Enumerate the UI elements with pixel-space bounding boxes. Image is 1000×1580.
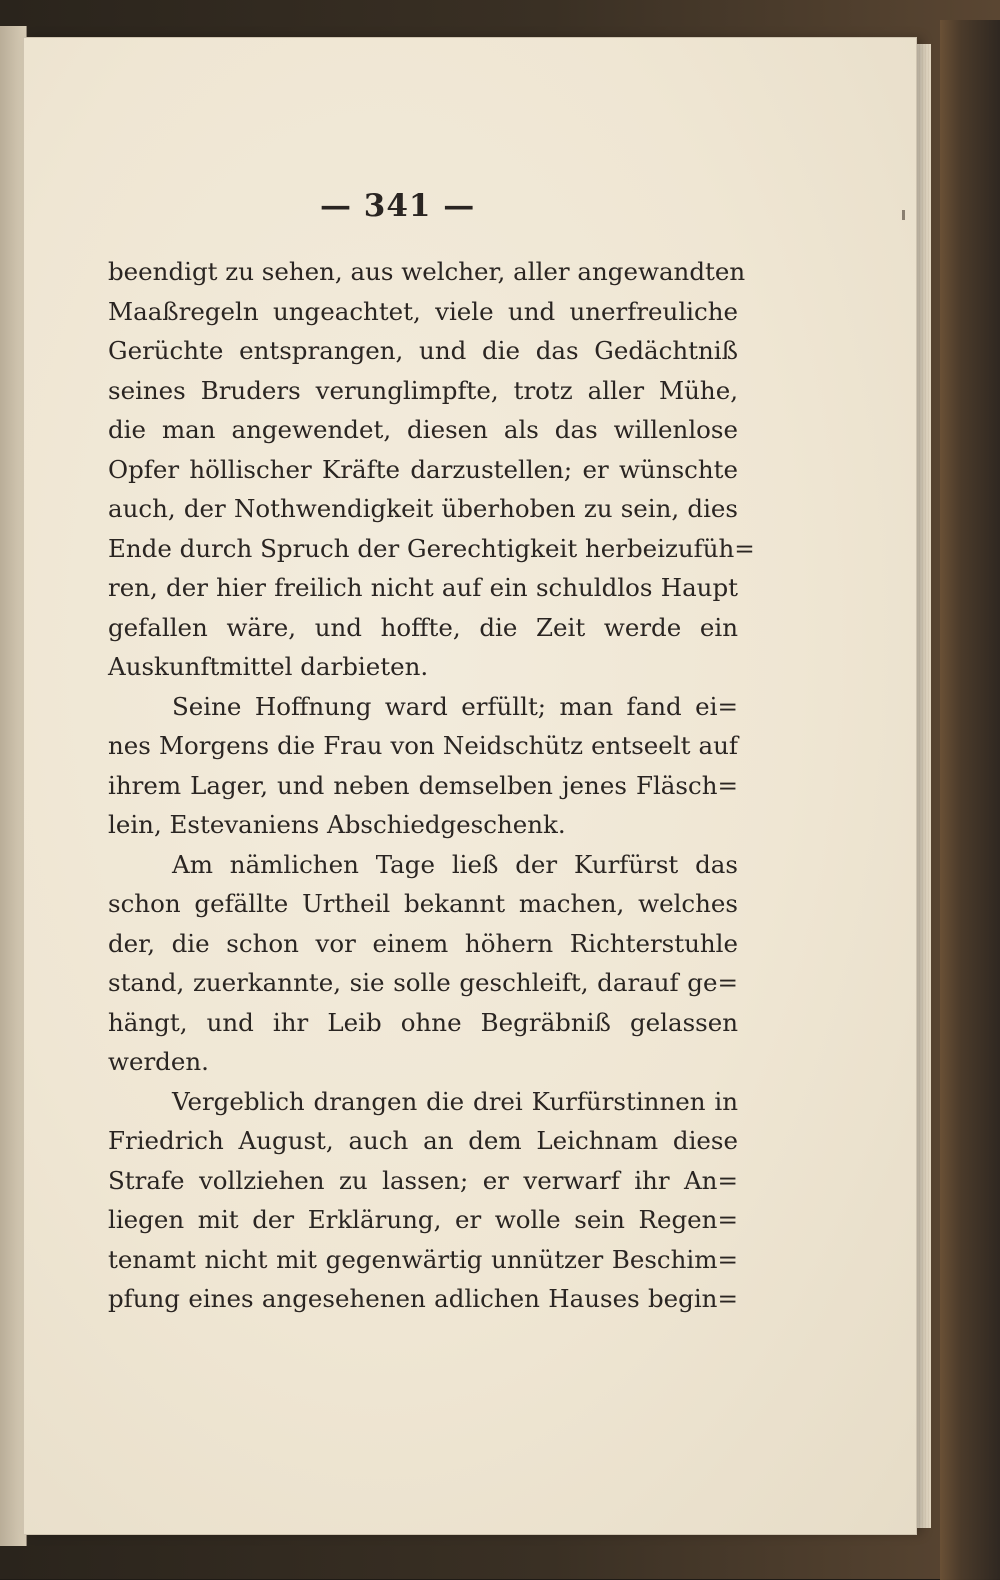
text-line: Seine Hoffnung ward erfüllt; man fand ei= [172,691,738,721]
text-line: Gerüchte entsprangen, und die das Gedächtniß [108,336,738,365]
text-line: beendigt zu sehen, aus welcher, aller angewandten [108,257,746,286]
text-line: Am nämlichen Tage ließ der Kurfürst das [172,849,738,879]
previous-page-edge [0,26,27,1546]
text-line: Opfer höllischer Kräfte darzustellen; er wünschte [108,454,738,484]
text-line: der, die schon vor einem höhern Richterstuhle [108,928,738,958]
text-line: ihrem Lager, und neben demselben jenes Fläsch= [108,770,738,800]
text-line: liegen mit der Erklärung, er wolle sein Regen= [108,1205,738,1234]
text-line: stand, zuerkannte, sie solle geschleift, darauf ge= [108,968,738,997]
text-line: lein, Estevaniens Abschiedgeschenk. [108,810,566,839]
text-line: hängt, und ihr Leib ohne Begräbniß gelassen [108,1007,738,1037]
text-line: pfung eines angesehenen adlichen Hauses begin= [108,1284,738,1313]
text-line: nes Morgens die Frau von Neidschütz entseelt auf [108,731,738,760]
text-line: seines Bruders verunglimpfte, trotz aller Mühe, [108,375,738,405]
paragraph-3 [108,845,738,1082]
text-line: Friedrich August, auch an dem Leichnam diese [108,1126,738,1155]
text-line: Ende durch Spruch der Gerechtigkeit herbeizufüh= [108,533,755,563]
text-line: gefallen wäre, und hoffte, die Zeit werde ein [108,612,738,642]
text-line: tenamt nicht mit gegenwärtig unnützer Beschim= [108,1244,738,1274]
text-line: Strafe vollziehen zu lassen; er verwarf ihr An= [108,1165,738,1195]
paragraph-2 [108,687,738,845]
paragraph-4 [108,1082,738,1319]
paragraph-1 [108,252,755,687]
text-line: werden. [108,1047,209,1076]
text-line: Auskunftmittel darbieten. [108,652,429,681]
page-number-header: — 341 — [320,188,476,224]
text-line: auch, der Nothwendigkeit überhoben zu sein, dies [108,494,738,523]
page-text-body [108,252,755,1342]
text-line: Maaßregeln ungeachtet, viele und unerfreuliche [108,296,738,326]
text-line: Vergeblich drangen die drei Kurfürstinnen in [172,1086,738,1116]
text-line: schon gefällte Urtheil bekannt machen, welches [108,889,738,918]
text-line: ren, der hier freilich nicht auf ein schuldlos Haupt [108,573,738,602]
text-line: die man angewendet, diesen als das willenlose [108,415,738,444]
book-spine [940,20,1000,1580]
page-speck [902,210,905,220]
